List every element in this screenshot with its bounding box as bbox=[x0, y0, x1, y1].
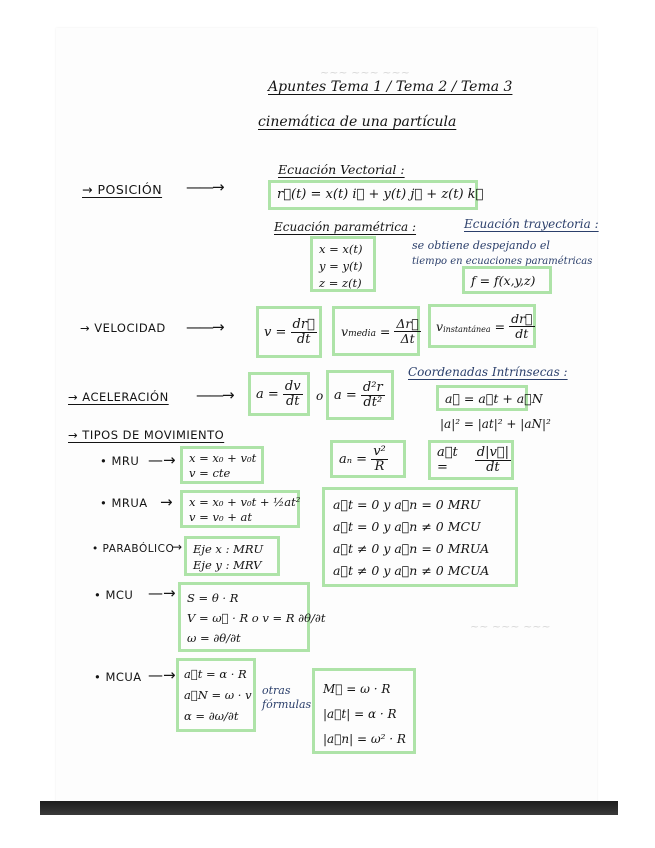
page-title: Apuntes Tema 1 / Tema 2 / Tema 3 bbox=[268, 79, 513, 95]
normal-acceleration-box bbox=[330, 440, 406, 478]
acceleration-lhs: a = bbox=[334, 387, 357, 403]
mcua-angular-acceleration-eq: α = ∂ω/∂t bbox=[184, 709, 239, 723]
tangential-modulus-eq: |a⃗t| = α · R bbox=[323, 707, 397, 721]
otras-label-line: fórmulas bbox=[262, 698, 312, 711]
parabolico-x-axis: Eje x : MRU bbox=[193, 542, 264, 556]
param-eq-x: x = x(t) bbox=[319, 242, 363, 256]
normal-acceleration-lhs: aₙ = bbox=[339, 451, 368, 467]
mcua-normal-eq: a⃗N = ω · v bbox=[184, 688, 252, 702]
fraction-denominator: dt bbox=[296, 331, 311, 347]
instant-velocity-fraction bbox=[509, 312, 534, 339]
fraction-numerator: dr⃗ bbox=[511, 311, 533, 327]
vector-equation-box bbox=[268, 180, 484, 210]
acceleration-box-1 bbox=[248, 372, 310, 416]
or-separator: o bbox=[316, 389, 324, 403]
mrua-label: • MRUA bbox=[100, 496, 148, 510]
section-velocidad-label: → VELOCIDAD bbox=[80, 321, 166, 335]
mcua-label: • MCUA bbox=[94, 670, 142, 684]
mrua-velocity-eq: v = v₀ + at bbox=[189, 510, 252, 524]
mru-velocity-eq: v = cte bbox=[189, 466, 231, 480]
mean-velocity-symbol: v bbox=[341, 323, 349, 339]
intrinsic-modulus-equation: |a|² = |at|² + |aN|² bbox=[440, 417, 551, 431]
fraction-denominator: dt bbox=[515, 325, 529, 341]
acceleration-lhs: a = bbox=[256, 386, 279, 402]
page-subtitle: cinemática de una partícula bbox=[258, 114, 457, 130]
trajectory-heading: Ecuación trayectoria : bbox=[464, 217, 599, 231]
fraction-denominator: R bbox=[374, 458, 385, 474]
velocity-fraction bbox=[291, 318, 317, 346]
fraction-numerator: dv bbox=[284, 378, 301, 394]
instant-velocity-symbol: v bbox=[436, 318, 444, 334]
page-bottom-edge bbox=[40, 801, 618, 815]
mrua-box bbox=[180, 490, 300, 528]
parabolico-y-axis: Eje y : MRV bbox=[193, 558, 262, 572]
bleed-through-text: ~~~ ~~~ ~~~ bbox=[320, 66, 410, 79]
otras-formulas-label bbox=[262, 684, 311, 712]
instant-velocity-subscript: instantánea bbox=[443, 324, 491, 334]
section-aceleracion-label: → ACELERACIÓN bbox=[68, 390, 169, 404]
section-tipos-label: → TIPOS DE MOVIMIENTO bbox=[68, 428, 225, 442]
trajectory-note-line: se obtiene despejando el bbox=[412, 239, 550, 252]
classification-mcu: a⃗t = 0 y a⃗n ≠ 0 MCU bbox=[333, 519, 481, 534]
vector-equation: r⃗(t) = x(t) i⃗ + y(t) j⃗ + z(t) k⃗ bbox=[277, 187, 484, 202]
mcu-arc-eq: S = θ · R bbox=[187, 591, 239, 605]
parabolico-box bbox=[184, 536, 280, 576]
param-eq-z: z = z(t) bbox=[319, 276, 362, 290]
mcu-label: • MCU bbox=[94, 588, 134, 602]
bleed-through-text: ~~ ~~~ ~~~ bbox=[470, 620, 551, 633]
arrow-icon: —→ bbox=[148, 584, 176, 602]
vector-equation-heading: Ecuación Vectorial : bbox=[278, 162, 405, 177]
arrow-icon: —→ bbox=[148, 666, 176, 684]
mru-position-eq: x = x₀ + v₀t bbox=[189, 451, 257, 465]
mrua-position-eq: x = x₀ + v₀t + ½at² bbox=[189, 495, 301, 509]
arrow-icon: ——→ bbox=[186, 318, 223, 336]
intrinsic-equation: a⃗ = a⃗t + a⃗N bbox=[445, 391, 543, 406]
arrow-icon: ——→ bbox=[186, 178, 223, 196]
trajectory-note-line: tiempo en ecuaciones paramétricas bbox=[412, 256, 593, 267]
mean-velocity-fraction bbox=[394, 317, 421, 344]
mean-velocity-subscript: media bbox=[348, 329, 376, 339]
mcu-box bbox=[178, 582, 326, 652]
trajectory-box bbox=[462, 266, 552, 294]
instant-velocity-box: v instantánea = $\frac{dr⃗}{dt}$ bbox=[428, 304, 536, 348]
fraction-numerator: d|v⃗| bbox=[476, 444, 509, 460]
acceleration-fraction bbox=[283, 380, 303, 408]
fraction-numerator: v² bbox=[373, 443, 386, 459]
param-eq-y: y = y(t) bbox=[319, 259, 363, 273]
velocity-box bbox=[256, 306, 322, 358]
classification-box bbox=[322, 487, 518, 587]
normal-acceleration-fraction bbox=[371, 445, 388, 473]
tangential-acceleration-fraction bbox=[475, 446, 511, 474]
arrow-icon: ——→ bbox=[196, 386, 233, 404]
intrinsic-box bbox=[436, 385, 543, 411]
fraction-denominator: Δt bbox=[400, 330, 415, 346]
classification-mcua: a⃗t ≠ 0 y a⃗n ≠ 0 MCUA bbox=[333, 563, 490, 578]
section-posicion-label: → POSICIÓN bbox=[82, 182, 163, 197]
mcua-tangential-eq: a⃗t = α · R bbox=[184, 667, 247, 681]
parametric-box bbox=[310, 236, 376, 292]
acceleration-box-2 bbox=[326, 370, 394, 420]
fraction-denominator: dt bbox=[285, 393, 300, 409]
classification-mrua: a⃗t ≠ 0 y a⃗n = 0 MRUA bbox=[333, 541, 490, 556]
classification-mru: a⃗t = 0 y a⃗n = 0 MRU bbox=[333, 497, 481, 512]
parametric-heading: Ecuación paramétrica : bbox=[274, 220, 417, 234]
otras-formulas-box bbox=[312, 668, 416, 754]
fraction-denominator: dt bbox=[486, 459, 500, 475]
velocity-lhs: v = bbox=[264, 324, 287, 340]
tangential-acceleration-box bbox=[428, 440, 514, 480]
mru-label: • MRU bbox=[100, 454, 140, 468]
normal-modulus-eq: |a⃗n| = ω² · R bbox=[323, 732, 406, 746]
fraction-numerator: dr⃗ bbox=[292, 316, 315, 332]
fraction-denominator: dt² bbox=[363, 394, 383, 410]
mcu-angular-velocity-eq: ω = ∂θ/∂t bbox=[187, 631, 241, 645]
mcua-box bbox=[176, 658, 256, 732]
mean-velocity-box: v media = $\frac{\Delta r⃗}{\Delta t}$ bbox=[332, 306, 420, 356]
fraction-numerator: d²r bbox=[362, 379, 383, 395]
arrow-icon: —→ bbox=[148, 451, 176, 469]
moment-eq: M⃗ = ω · R bbox=[323, 682, 391, 696]
arrow-icon: → bbox=[172, 540, 183, 554]
intrinsic-heading: Coordenadas Intrínsecas : bbox=[408, 365, 568, 379]
otras-label-line: otras bbox=[262, 684, 291, 697]
tangential-acceleration-lhs: a⃗t = bbox=[437, 445, 458, 475]
trajectory-equation: f = f(x,y,z) bbox=[471, 273, 536, 288]
acceleration-second-derivative bbox=[361, 381, 385, 409]
arrow-icon: → bbox=[160, 493, 173, 511]
parabolico-label: • PARABÓLICO bbox=[92, 543, 175, 555]
fraction-numerator: Δr⃗ bbox=[396, 316, 419, 332]
mru-box bbox=[180, 446, 264, 484]
mcu-velocity-eq: V = ω⃗ · R o v = R ∂θ/∂t bbox=[187, 611, 326, 625]
